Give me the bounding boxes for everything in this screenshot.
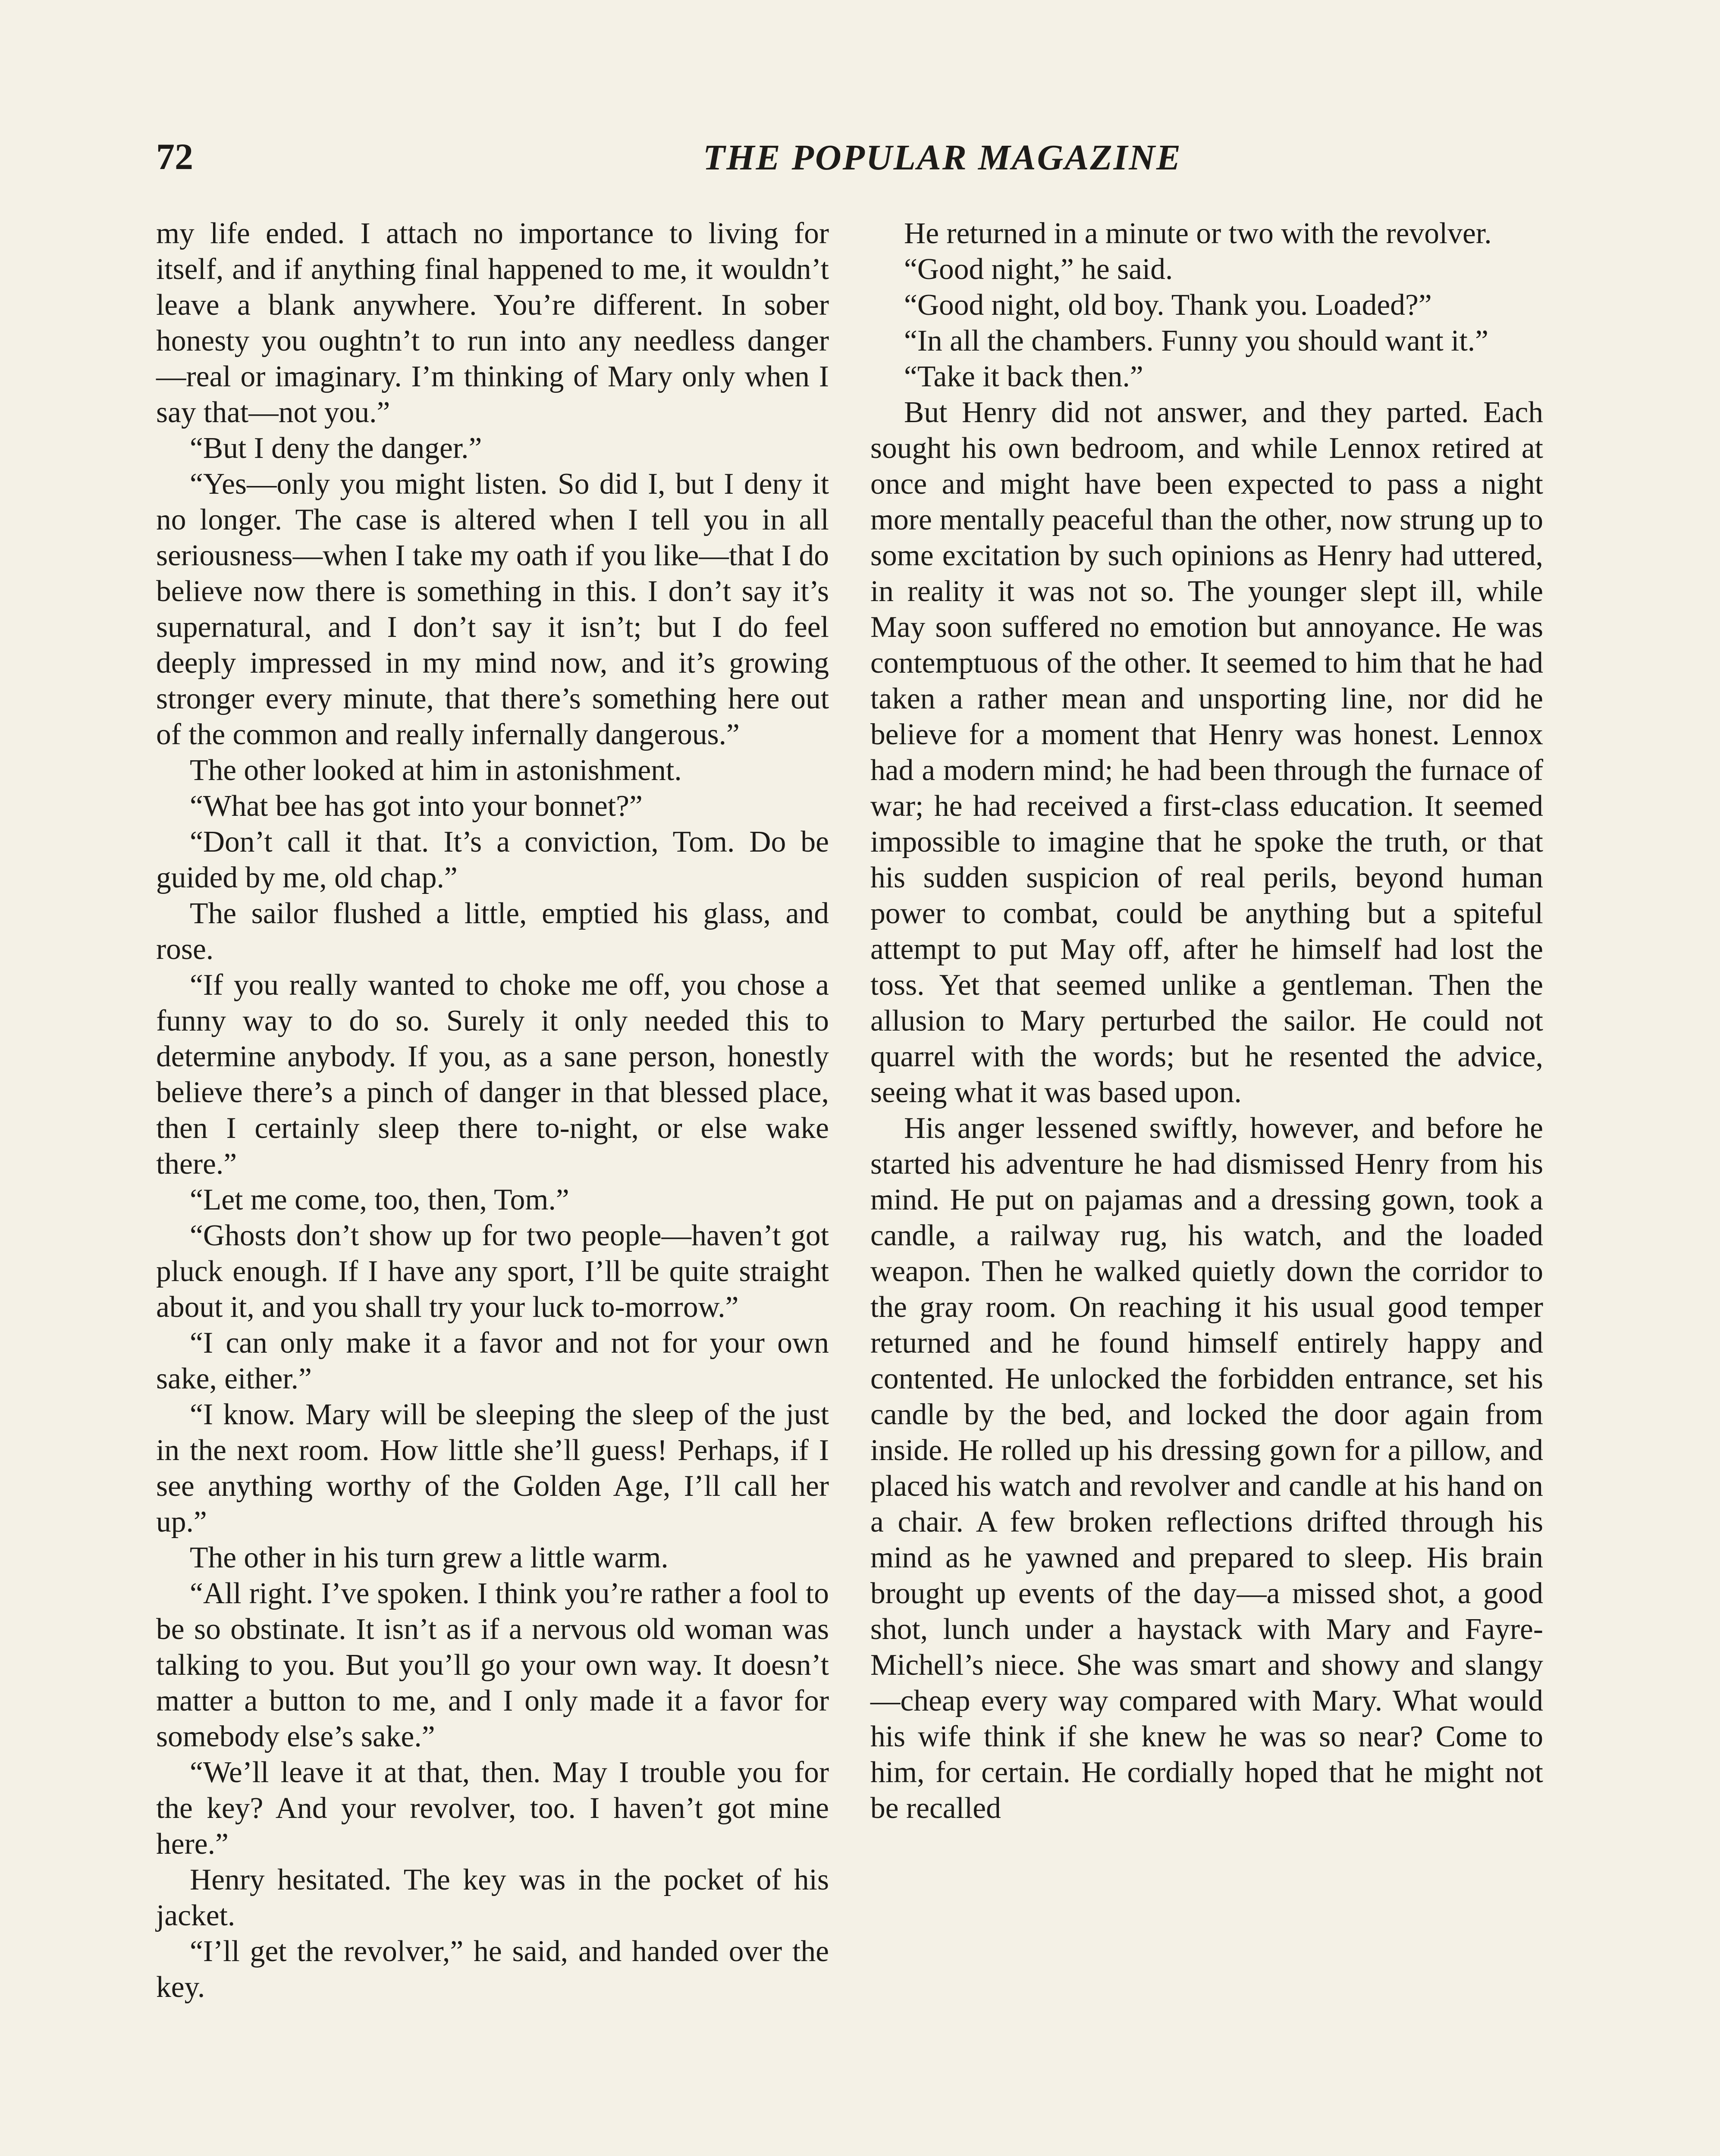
paragraph: “Take it back then.” xyxy=(904,360,1143,393)
paragraph: “All right. I’ve spoken. I think you’re rather a fool to be so obstinate. It isn’t as if a nervous old woman was talking to you. But you’ll go your own way. It doesn’t matter a button to me, and I only made it a favor for somebody else’s sake.” xyxy=(156,1577,829,1753)
paragraph: “I can only make it a favor and not for your own sake, either.” xyxy=(156,1326,829,1395)
paragraph: He returned in a minute or two with the revolver. xyxy=(904,217,1492,250)
paragraph: “But I deny the danger.” xyxy=(190,432,482,465)
paragraph: The other in his turn grew a little warm. xyxy=(190,1541,669,1574)
page-header xyxy=(156,129,1543,198)
left-column xyxy=(156,216,829,2005)
paragraph: The sailor flushed a little, emptied his glass, and rose. xyxy=(156,897,829,966)
paragraph: But Henry did not answer, and they parted. Each sought his own bedroom, and while Lennox retired at once and might have been expected to pass a night more mentally peaceful than the other, now strung up to some excitation by such opinions as Henry had uttered, in reality it was not so. The younger slept ill, while May soon suffered no emotion but annoyance. He was contemptuous of the other. It seemed to him that he had taken a rather mean and unsporting line, nor did he believe for a moment that Henry was honest. Lennox had a modern mind; he had been through the furnace of war; he had received a first-class education. It seemed impossible to imagine that he spoke the truth, or that his sudden suspicion of real perils, beyond human power to combat, could be anything but a spiteful attempt to put May off, after he himself had lost the toss. Yet that seemed unlike a gentleman. Then the allusion to Mary perturbed the sailor. He could not quarrel with the words; but he resented the advice, seeing what it was based upon. xyxy=(870,396,1543,1109)
paragraph: “Good night, old boy. Thank you. Loaded?” xyxy=(904,288,1432,322)
paragraph: “I know. Mary will be sleeping the sleep of the just in the next room. How little she’ll guess! Perhaps, if I see anything worthy of the Golden Age, I’ll call her up.” xyxy=(156,1398,829,1539)
paragraph: Henry hesitated. The key was in the pocket of his jacket. xyxy=(156,1863,829,1932)
paragraph: my life ended. I attach no importance to living for itself, and if anything final happened to me, it wouldn’t leave a blank anywhere. You’re different. In sober honesty you oughtn’t to run into any needless danger —real or imaginary. I’m thinking of Mary only when I say that—not you.” xyxy=(156,217,829,429)
paragraph: “Let me come, too, then, Tom.” xyxy=(190,1183,569,1216)
paragraph: “I’ll get the revolver,” he said, and handed over the key. xyxy=(156,1935,829,2004)
paragraph: His anger lessened swiftly, however, and before he started his adventure he had dismissed Henry from his mind. He put on pajamas and a dressing gown, took a candle, a railway rug, his watch, and the loaded weapon. Then he walked quietly down the corridor to the gray room. On reaching it his usual good temper returned and he found himself entirely happy and contented. He unlocked the forbidden entrance, set his candle by the bed, and locked the door again from inside. He rolled up his dressing gown for a pillow, and placed his watch and revolver and candle at his hand on a chair. A few broken reflections drifted through his mind as he yawned and prepared to sleep. His brain brought up events of the day—a missed shot, a good shot, lunch under a haystack with Mary and Fayre-Michell’s niece. She was smart and showy and slangy—cheap every way compared with Mary. What would his wife think if she knew he was so near? Come to him, for certain. He cordially hoped that he might not be recalled xyxy=(870,1112,1543,1825)
right-column xyxy=(870,216,1543,1826)
paragraph: “What bee has got into your bonnet?” xyxy=(190,790,643,823)
paragraph: The other looked at him in astonishment. xyxy=(190,754,682,787)
paragraph: “Don’t call it that. It’s a conviction, Tom. Do be guided by me, old chap.” xyxy=(156,825,829,894)
paragraph: “We’ll leave it at that, then. May I trouble you for the key? And your revolver, too. I haven’t got mine here.” xyxy=(156,1756,829,1861)
paragraph: “If you really wanted to choke me off, you chose a funny way to do so. Surely it only needed this to determine anybody. If you, as a sane person, honestly believe there’s a pinch of danger in that blessed place, then I certainly sleep there to-night, or else wake there.” xyxy=(156,968,829,1181)
running-title: THE POPULAR MAGAZINE xyxy=(703,138,1182,178)
paragraph: “Ghosts don’t show up for two people—haven’t got pluck enough. If I have any sport, I’ll be quite straight about it, and you shall try your luck to-morrow.” xyxy=(156,1219,829,1324)
paragraph: “In all the chambers. Funny you should want it.” xyxy=(904,324,1488,357)
page-number: 72 xyxy=(156,136,193,177)
paragraph: “Yes—only you might listen. So did I, but I deny it no longer. The case is altered when I tell you in all seriousness—when I take my oath if you like—that I do believe now there is something in this. I don’t say it’s supernatural, and I don’t say it isn’t; but I do feel deeply impressed in my mind now, and it’s growing stronger every minute, that there’s something here out of the common and really infernally dangerous.” xyxy=(156,467,829,751)
paragraph: “Good night,” he said. xyxy=(904,253,1173,286)
